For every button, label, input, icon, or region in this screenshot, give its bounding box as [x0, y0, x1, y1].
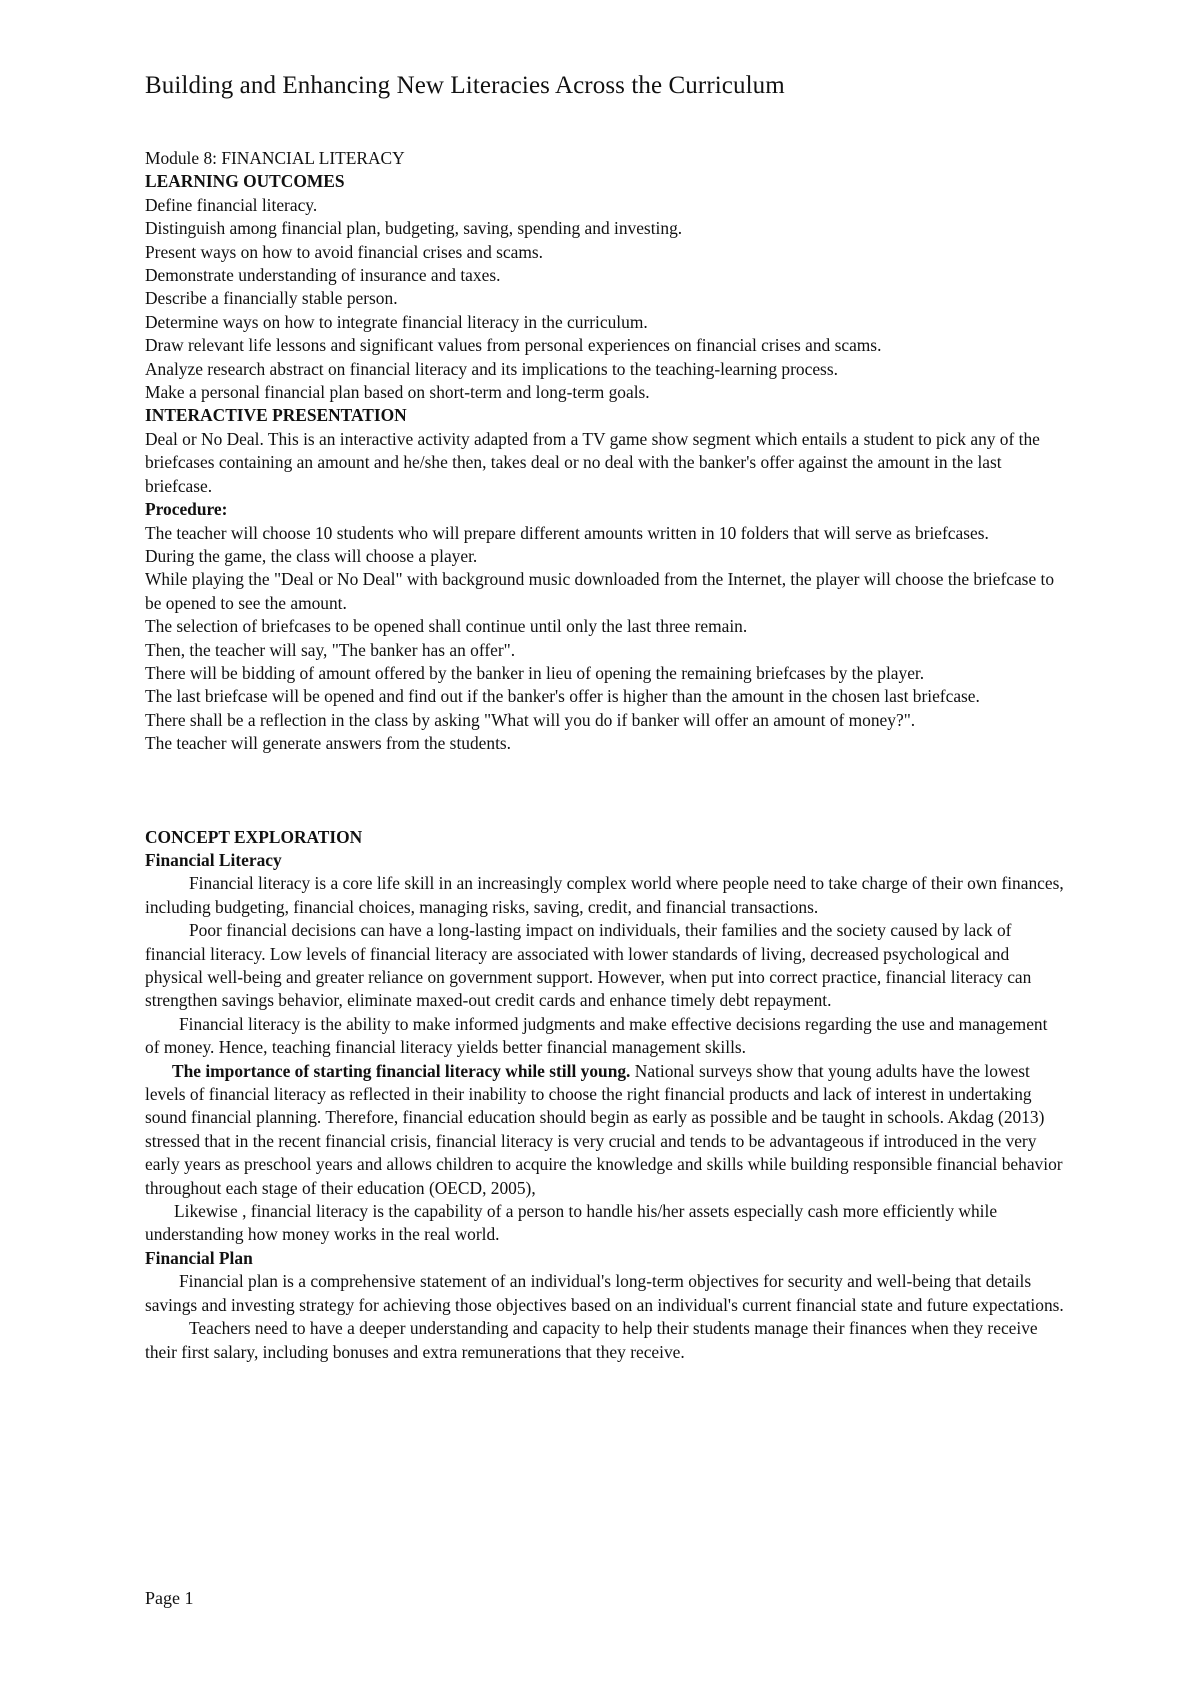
- outcome-item: Draw relevant life lessons and significant values from personal experiences on financial crises and scams.: [145, 335, 882, 356]
- procedure-step: The selection of briefcases to be opened shall continue until only the last three remain.: [145, 616, 748, 637]
- paragraph: Teachers need to have a deeper understanding and capacity to help their students manage their finances when they receive their first salary, including bonuses and extra remunerations that they receive.: [145, 1318, 1038, 1362]
- module-title: Module 8: FINANCIAL LITERACY: [145, 148, 405, 168]
- paragraph: Financial literacy is the ability to make informed judgments and make effective decisions regarding the use and management of money. Hence, teaching financial literacy yields better financial management skills.: [145, 1013, 1048, 1058]
- paragraph: Financial plan is a comprehensive statement of an individual's long-term objectives for security and well-being that details savings and investing strategy for achieving those objectives based on an individual's current financial state and future expectations.: [145, 1271, 1064, 1315]
- paragraph: Poor financial decisions can have a long-lasting impact on individuals, their families and the society caused by lack of financial literacy. Low levels of financial literacy are associated with lower standards of living, decreased psychological and physical well-being and greater reliance on government support. However, when put into correct practice, financial literacy can strengthen savings behavior, eliminate maxed-out credit cards and enhance timely debt repayment.: [145, 920, 1032, 1011]
- outcome-item: Make a personal financial plan based on short-term and long-term goals.: [145, 382, 650, 403]
- paragraph: Financial literacy is a core life skill in an increasingly complex world where people need to take charge of their own finances, including budgeting, financial choices, managing risks, saving, credit, and financial transactions.: [145, 873, 1064, 917]
- running-header: Building and Enhancing New Literacies Across the Curriculum: [145, 72, 785, 99]
- interactive-presentation-heading: INTERACTIVE PRESENTATION: [145, 405, 407, 426]
- procedure-heading: Procedure:: [145, 499, 228, 520]
- procedure-step: Then, the teacher will say, "The banker has an offer".: [145, 639, 516, 660]
- procedure-step: The teacher will generate answers from the students.: [145, 733, 512, 754]
- outcome-item: Determine ways on how to integrate financial literacy in the curriculum.: [145, 311, 648, 332]
- outcome-item: Demonstrate understanding of insurance and taxes.: [145, 265, 501, 286]
- emphasis-text: The importance of starting financial literacy while still young.: [172, 1060, 631, 1081]
- procedure-step: While playing the "Deal or No Deal" with background music downloaded from the Internet, the player will choose the briefcase to be opened to see the amount.: [145, 569, 1055, 613]
- financial-plan-heading: Financial Plan: [145, 1247, 253, 1268]
- procedure-step: There shall be a reflection in the class by asking "What will you do if banker will offer an amount of money?".: [145, 709, 916, 730]
- outcome-item: Describe a financially stable person.: [145, 288, 398, 309]
- outcome-item: Present ways on how to avoid financial crises and scams.: [145, 241, 543, 262]
- interactive-intro: Deal or No Deal. This is an interactive activity adapted from a TV game show segment which entails a student to pick any of the briefcases containing an amount and he/she then, takes deal or no deal with the banker's offer against the amount in the last briefcase.: [145, 428, 1040, 496]
- procedure-step: The last briefcase will be opened and find out if the banker's offer is higher than the amount in the chosen last briefcase.: [145, 686, 980, 707]
- paragraph-text: National surveys show that young adults have the lowest levels of financial literacy as reflected in their inability to choose the right financial products and lack of interest in undertaking sound financial planning. Therefore, financial education should begin as early as possible and be taught in schools. Akdag (2013) stressed that in the recent financial crisis, financial literacy is very crucial and tends to be advantageous if introduced in the very early years as preschool years and allows children to acquire the knowledge and skills while building responsible financial behavior throughout each stage of their education (OECD, 2005),: [145, 1060, 1063, 1198]
- concept-exploration-heading: CONCEPT EXPLORATION: [145, 826, 363, 847]
- outcome-item: Define financial literacy.: [145, 194, 318, 215]
- procedure-step: The teacher will choose 10 students who will prepare different amounts written in 10 folders that will serve as briefcases.: [145, 522, 989, 543]
- section-spacer: [145, 756, 1065, 826]
- procedure-step: During the game, the class will choose a player.: [145, 545, 478, 566]
- financial-literacy-heading: Financial Literacy: [145, 849, 282, 870]
- learning-outcomes-heading: LEARNING OUTCOMES: [145, 171, 345, 192]
- paragraph: [145, 1060, 1065, 1200]
- paragraph: Likewise , financial literacy is the capability of a person to handle his/her assets especially cash more efficiently while understanding how money works in the real world.: [145, 1201, 998, 1245]
- page-number: Page 1: [145, 1588, 194, 1608]
- procedure-step: There will be bidding of amount offered by the banker in lieu of opening the remaining briefcases by the player.: [145, 662, 925, 683]
- outcome-item: Analyze research abstract on financial literacy and its implications to the teaching-learning process.: [145, 358, 838, 379]
- page-body: [145, 147, 1065, 1364]
- outcome-item: Distinguish among financial plan, budgeting, saving, spending and investing.: [145, 218, 683, 239]
